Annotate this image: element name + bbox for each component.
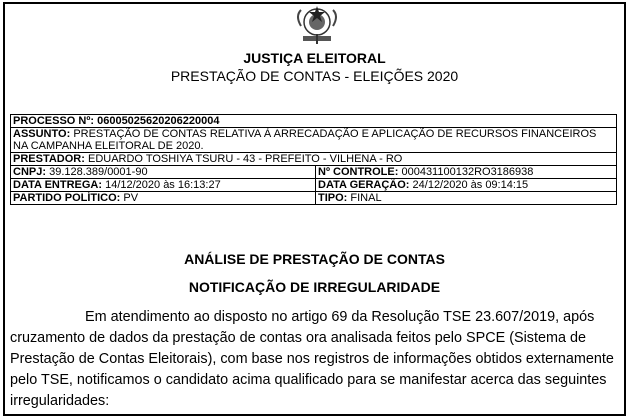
table-row xyxy=(11,192,617,205)
process-info-table xyxy=(10,114,617,205)
cnpj-value: 39.128.389/0001-90 xyxy=(49,166,148,178)
page-subtitle: PRESTAÇÃO DE CONTAS - ELEIÇÕES 2020 xyxy=(170,68,459,84)
notification-paragraph xyxy=(10,307,620,412)
controle-label: Nº CONTROLE: xyxy=(318,166,399,178)
section-heading-notificacao: NOTIFICAÇÃO DE IRREGULARIDADE xyxy=(188,279,441,295)
partido-label: PARTIDO POLÍTICO: xyxy=(13,192,121,204)
controle-value: 000431100132RO3186938 xyxy=(401,166,534,178)
tipo-value: FINAL xyxy=(350,192,382,204)
table-row xyxy=(11,166,617,179)
cnpj-label: CNPJ: xyxy=(13,166,47,178)
entrega-label: DATA ENTREGA: xyxy=(13,179,103,191)
table-row xyxy=(11,153,617,166)
entrega-value: 14/12/2020 às 16:13:27 xyxy=(105,179,221,191)
prestador-label: PRESTADOR: xyxy=(13,153,85,165)
table-row xyxy=(11,128,617,153)
page-title: JUSTIÇA ELEITORAL xyxy=(243,50,386,66)
section-heading-analise: ANÁLISE DE PRESTAÇÃO DE CONTAS xyxy=(184,251,445,267)
document-page xyxy=(3,2,626,416)
tipo-label: TIPO: xyxy=(318,192,348,204)
prestador-value: EDUARDO TOSHIYA TSURU - 43 - PREFEITO - VILHENA - RO xyxy=(87,153,403,165)
table-row xyxy=(11,179,617,192)
geracao-label: DATA GERAÇÃO: xyxy=(318,179,410,191)
table-row xyxy=(11,115,617,128)
geracao-value: 24/12/2020 às 09:14:15 xyxy=(412,179,529,191)
brazil-coat-of-arms-icon xyxy=(287,4,347,46)
paragraph-text: Em atendimento ao disposto no artigo 69 da Resolução TSE 23.607/2019, após cruzamento de dados da prestação de contas ora analisada feitos pelo SPCE (Sistema de Prestação de Contas Eleitorais), com base nos registros de informações obtidos externamente pelo TSE, notificamos o candidato acima qualificado para se manifestar acerca das seguintes irregularidades: xyxy=(10,309,614,409)
assunto-value: PRESTAÇÃO DE CONTAS RELATIVA À ARRECADAÇÃO E APLICAÇÃO DE RECURSOS FINANCEIROS NA CAMPANHA ELEITORAL DE 2020. xyxy=(13,128,597,152)
partido-value: PV xyxy=(123,192,139,204)
processo-label: PROCESSO Nº: xyxy=(13,115,95,127)
assunto-label: ASSUNTO: xyxy=(13,128,71,140)
processo-value: 06005025620206220004 xyxy=(97,115,220,127)
